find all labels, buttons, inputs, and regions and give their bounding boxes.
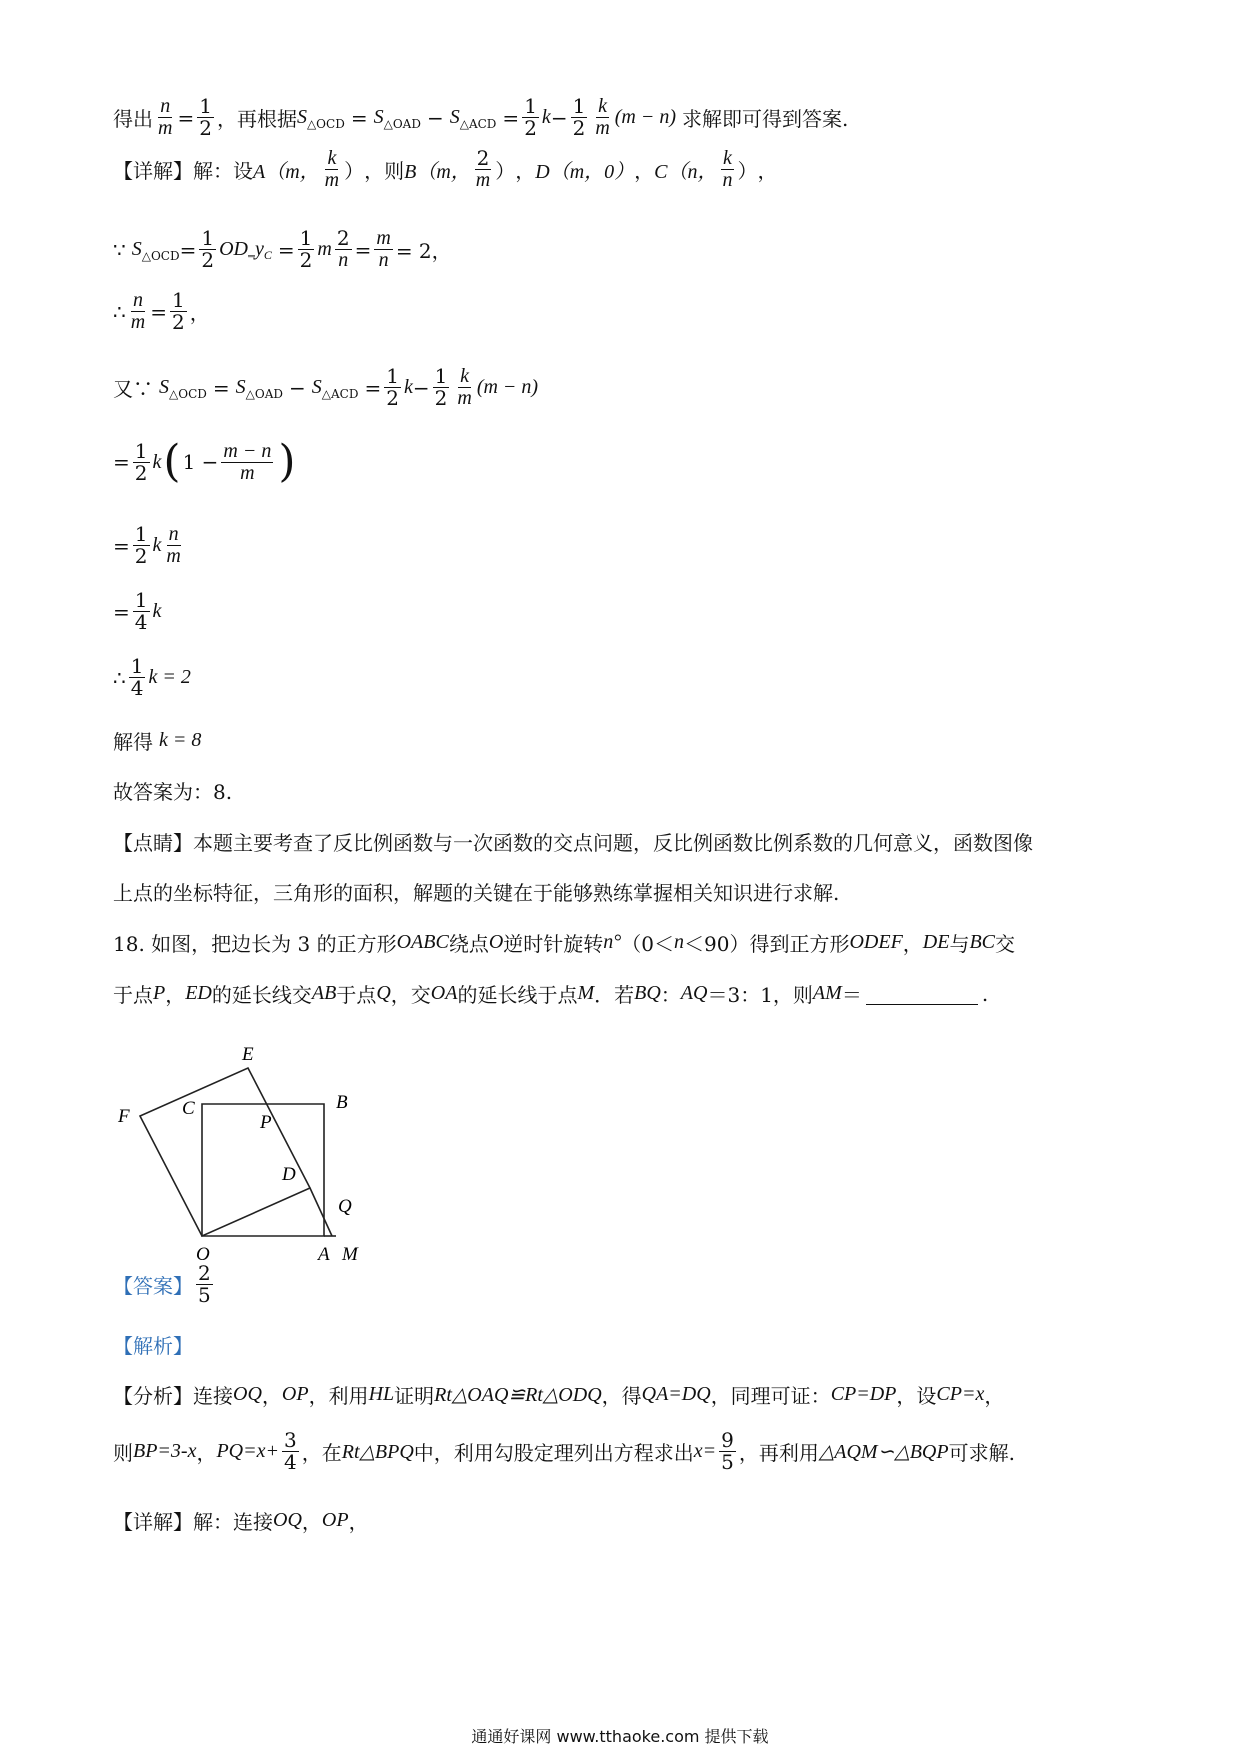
t: ，再利用 bbox=[738, 1441, 819, 1465]
t: ，在 bbox=[301, 1441, 342, 1465]
line-10 bbox=[113, 726, 201, 755]
num: 1 bbox=[134, 588, 148, 612]
num: 1 bbox=[130, 654, 144, 678]
num: m bbox=[376, 227, 391, 249]
den: m bbox=[166, 545, 181, 567]
highlight-label: 【点睛】 bbox=[113, 831, 193, 855]
t: ，同理可证： bbox=[710, 1384, 831, 1408]
num: 1 bbox=[434, 364, 448, 388]
m: Rt△OAQ≌Rt△ODQ bbox=[434, 1384, 602, 1406]
square-odef bbox=[140, 1068, 310, 1236]
den: 2 bbox=[386, 386, 399, 410]
line-7 bbox=[113, 524, 186, 567]
text: ， bbox=[634, 159, 655, 183]
num: 3 bbox=[284, 1428, 297, 1452]
q-math: BC bbox=[969, 931, 996, 953]
num: 1 bbox=[134, 438, 148, 463]
den: 2 bbox=[524, 116, 537, 140]
fraction-n-over-m bbox=[129, 290, 147, 333]
t: ， bbox=[301, 1510, 322, 1534]
m-minus-n: (m − n) bbox=[614, 106, 677, 128]
fraction-3-4 bbox=[282, 1430, 299, 1473]
t: ，得 bbox=[601, 1384, 642, 1408]
q-math: BQ bbox=[634, 982, 661, 1004]
close: ） bbox=[737, 159, 758, 183]
label-a: A bbox=[318, 1244, 330, 1260]
t: 则 bbox=[113, 1441, 133, 1465]
eq: = bbox=[354, 237, 372, 262]
t: 连接 bbox=[193, 1384, 233, 1408]
answer-text: 故答案为：8. bbox=[113, 780, 233, 804]
num: 1 bbox=[572, 94, 586, 118]
num: 1 bbox=[199, 94, 212, 118]
q-text: 于点 bbox=[113, 983, 153, 1007]
q-math: AM bbox=[812, 982, 842, 1004]
num: n bbox=[160, 95, 171, 117]
den: 2 bbox=[201, 248, 215, 272]
answer-fraction bbox=[196, 1263, 213, 1306]
line-6: = $\frac{1}{2}$ k ( 1 − $\frac{m - n}{m}$ ) bbox=[113, 436, 296, 487]
text: ， bbox=[515, 159, 536, 183]
k: k bbox=[152, 450, 162, 473]
num: n bbox=[168, 523, 179, 545]
den: 2 bbox=[299, 248, 313, 272]
fraction-half bbox=[522, 96, 539, 139]
k: k bbox=[541, 106, 551, 128]
line-5 bbox=[113, 366, 538, 409]
k-eq-8: k = 8 bbox=[159, 729, 202, 751]
den: 4 bbox=[284, 1450, 297, 1474]
s: S bbox=[373, 106, 384, 128]
q-text: 的延长线交 bbox=[211, 983, 312, 1007]
num: 2 bbox=[476, 146, 490, 170]
fraction-k-over-m bbox=[455, 366, 473, 409]
t: ，设 bbox=[896, 1384, 937, 1408]
eq: = bbox=[113, 450, 130, 474]
num: 1 bbox=[201, 226, 215, 250]
line-2 bbox=[113, 148, 777, 191]
label-f: F bbox=[118, 1106, 130, 1127]
line-13 bbox=[113, 877, 839, 906]
k-eq-2: k = 2 bbox=[148, 666, 191, 688]
q-math: M bbox=[577, 982, 595, 1004]
od: OD bbox=[219, 238, 248, 260]
again-because: 又∵ bbox=[113, 377, 153, 401]
den: 2 bbox=[171, 310, 185, 334]
extension-line bbox=[310, 1188, 332, 1236]
fraction-n-over-m bbox=[164, 524, 182, 567]
q-text: 与 bbox=[949, 932, 970, 956]
s: S bbox=[296, 106, 307, 128]
den: m bbox=[240, 461, 255, 484]
m: OQ bbox=[233, 1383, 262, 1405]
den: 5 bbox=[721, 1450, 734, 1474]
text-l1-end: 求解即可得到答案. bbox=[682, 107, 849, 131]
q-math: Q bbox=[376, 982, 391, 1004]
m: x= bbox=[693, 1440, 717, 1462]
s: S bbox=[159, 376, 169, 398]
m: OP bbox=[321, 1509, 349, 1531]
answer-label: 【答案】 bbox=[113, 1274, 193, 1298]
highlight-text-2: 上点的坐标特征，三角形的面积，解题的关键在于能够熟练掌握相关知识进行求解. bbox=[113, 881, 840, 905]
q-math: AB bbox=[311, 982, 337, 1004]
label-e: E bbox=[242, 1044, 254, 1065]
footer: 通通好课网 www.tthaoke.com 提供下载 bbox=[471, 1727, 769, 1746]
question-18-line-1 bbox=[113, 928, 1015, 957]
q-text: 的延长线于点 bbox=[457, 983, 578, 1007]
num: 2 bbox=[198, 1261, 211, 1285]
line-12 bbox=[113, 827, 1033, 856]
fenxi-line-2 bbox=[113, 1430, 1015, 1473]
den: 4 bbox=[134, 610, 148, 634]
fraction-2-over-m bbox=[474, 148, 492, 191]
den: 2 bbox=[434, 386, 448, 410]
one-minus: 1 − bbox=[182, 450, 219, 474]
num: k bbox=[598, 95, 607, 117]
q-text: （0＜ bbox=[621, 932, 675, 956]
comma: ， bbox=[189, 301, 210, 325]
fraction-k-over-n bbox=[720, 148, 734, 191]
num: 9 bbox=[721, 1428, 734, 1452]
num: k bbox=[460, 365, 470, 387]
label-b: B bbox=[336, 1092, 348, 1113]
label-q: Q bbox=[338, 1196, 352, 1217]
den: 2 bbox=[199, 116, 212, 140]
y: y bbox=[255, 238, 264, 260]
num: 1 bbox=[386, 364, 399, 388]
text-l1-prefix: 得出 bbox=[113, 107, 153, 131]
eq: = bbox=[212, 375, 230, 400]
q-text: ， bbox=[902, 932, 923, 956]
s: S bbox=[449, 106, 460, 128]
fraction-half bbox=[199, 228, 216, 271]
num: m − n bbox=[223, 439, 272, 462]
sub: C bbox=[263, 248, 272, 262]
minus: − bbox=[412, 375, 430, 400]
den: n bbox=[338, 249, 349, 271]
label-p: P bbox=[260, 1112, 272, 1133]
fraction-half bbox=[571, 96, 588, 139]
fraction-quarter bbox=[133, 590, 150, 633]
q-text: 于点 bbox=[336, 983, 377, 1007]
t: ，利用 bbox=[308, 1384, 369, 1408]
close: ） bbox=[495, 159, 516, 183]
m: CP=x bbox=[936, 1383, 985, 1405]
line-8 bbox=[113, 590, 161, 633]
q-math: ED bbox=[185, 982, 212, 1004]
num: 1 bbox=[299, 226, 313, 250]
label-c: C bbox=[182, 1098, 195, 1119]
m: m bbox=[317, 238, 332, 260]
m: OP bbox=[281, 1383, 309, 1405]
eq: = bbox=[150, 299, 167, 324]
fraction-half bbox=[197, 96, 214, 139]
point-b: B（m， bbox=[404, 161, 471, 183]
xiangjie-line bbox=[113, 1506, 369, 1535]
q-text: 18. 如图，把边长为 3 的正方形 bbox=[113, 932, 397, 956]
label-m: M bbox=[342, 1244, 358, 1260]
eq: = bbox=[350, 105, 368, 130]
q-text: ： bbox=[660, 983, 681, 1007]
close: ） bbox=[344, 159, 365, 183]
detail-label: 【详解】 bbox=[113, 1510, 193, 1534]
q-text: ．若 bbox=[594, 983, 635, 1007]
point-d: D（m，0） bbox=[535, 161, 635, 183]
q-text: 绕点 bbox=[448, 932, 489, 956]
text: ， bbox=[757, 159, 778, 183]
num: k bbox=[723, 147, 732, 169]
minus: − bbox=[550, 105, 568, 130]
den: 5 bbox=[198, 1283, 211, 1307]
fraction-2-over-n bbox=[335, 228, 352, 271]
den: 2 bbox=[572, 116, 586, 140]
q-text: ＜90）得到正方形 bbox=[684, 932, 850, 956]
line-3: ∵ S △OCD = $\frac{1}{2}$ OD ‗ y C = $\frac{1}{2}$ m $\frac{2}{n}$ = $\frac{m}{n}$ = 2， bbox=[113, 226, 452, 272]
minus: − bbox=[426, 105, 444, 130]
num: 1 bbox=[171, 288, 185, 312]
fraction-half bbox=[384, 366, 401, 409]
s: S bbox=[235, 376, 246, 398]
fenxi-line-1 bbox=[113, 1380, 1004, 1409]
t: ， bbox=[984, 1384, 1005, 1408]
line-4 bbox=[113, 290, 210, 333]
eq: = bbox=[177, 105, 195, 130]
sub: △OCD bbox=[141, 248, 180, 263]
m: △AQM∽△BQP bbox=[818, 1441, 949, 1463]
fraction-quarter bbox=[129, 656, 146, 699]
sub: △ACD bbox=[459, 116, 497, 131]
num: 2 bbox=[336, 226, 350, 250]
den: 2 bbox=[134, 544, 148, 568]
detail-label: 【详解】 bbox=[113, 159, 193, 183]
m-minus-n: (m − n) bbox=[476, 376, 539, 398]
den: m bbox=[457, 387, 472, 409]
den: m bbox=[130, 311, 146, 333]
fraction-half bbox=[298, 228, 315, 271]
t: ， bbox=[196, 1441, 217, 1465]
num: k bbox=[327, 147, 337, 169]
fraction-half bbox=[133, 524, 150, 567]
fraction-k-over-m bbox=[593, 96, 611, 139]
q-text: 逆时针旋转 bbox=[503, 932, 604, 956]
den: m bbox=[324, 169, 340, 191]
k: k bbox=[152, 534, 162, 556]
eq: = bbox=[277, 237, 295, 262]
num: 1 bbox=[524, 94, 537, 118]
t: 解：连接 bbox=[193, 1510, 273, 1534]
analysis-label: 【解析】 bbox=[113, 1334, 193, 1358]
sub: △OAD bbox=[383, 116, 421, 131]
s: S bbox=[131, 238, 142, 260]
den: n bbox=[722, 169, 733, 191]
m: QA=DQ bbox=[641, 1383, 711, 1405]
q-math: OABC bbox=[396, 931, 449, 953]
eq: = bbox=[113, 599, 130, 624]
line-1 bbox=[113, 96, 848, 139]
fraction-half bbox=[133, 438, 150, 485]
line-11 bbox=[113, 776, 232, 805]
t: ， bbox=[348, 1510, 369, 1534]
analysis-line bbox=[113, 1330, 193, 1359]
label-d: D bbox=[282, 1164, 296, 1185]
q-math: DE bbox=[922, 931, 950, 953]
highlight-text: 本题主要考查了反比例函数与一次函数的交点问题，反比例函数比例系数的几何意义，函数图像 bbox=[193, 831, 1033, 855]
q-math: P bbox=[153, 982, 166, 1004]
text-l1-mid: ，再根据 bbox=[216, 107, 297, 131]
m: Rt△BPQ bbox=[341, 1441, 414, 1463]
s: S bbox=[311, 376, 322, 398]
fraction-half bbox=[433, 366, 450, 409]
fraction-k-over-m bbox=[323, 148, 341, 191]
text: ，则 bbox=[364, 159, 405, 183]
line-9 bbox=[113, 656, 191, 699]
k: k bbox=[152, 600, 162, 622]
fraction-9-5 bbox=[719, 1430, 736, 1473]
q-math: n bbox=[674, 931, 685, 953]
den: m bbox=[595, 117, 610, 139]
answer-blank bbox=[866, 982, 978, 1005]
question-18-line-2: 于点 P ， ED 的延长线交 AB 于点 Q ，交 OA 的延长线于点 M ．若 BQ ： AQ ＝3：1，则 AM ＝ . bbox=[113, 979, 988, 1008]
m: OQ bbox=[273, 1509, 302, 1531]
t: 证明 bbox=[394, 1384, 435, 1408]
t: 可求解. bbox=[948, 1441, 1015, 1465]
eq: = bbox=[502, 105, 520, 130]
den: n bbox=[378, 249, 389, 271]
fraction-mn-over-m bbox=[221, 441, 273, 484]
q-text: ＝ bbox=[841, 983, 862, 1007]
k: k bbox=[403, 376, 413, 398]
q-text: 交 bbox=[995, 932, 1016, 956]
q-math: ODEF bbox=[849, 931, 903, 953]
therefore: ∴ bbox=[113, 665, 126, 690]
text: 解：设 bbox=[193, 159, 253, 183]
m: CP=DP bbox=[830, 1383, 897, 1405]
t: ， bbox=[261, 1384, 282, 1408]
eq: = bbox=[179, 237, 197, 262]
fraction-n-over-m bbox=[156, 96, 174, 139]
den: m bbox=[475, 169, 491, 191]
because: ∵ bbox=[113, 237, 126, 262]
num: 1 bbox=[134, 522, 148, 546]
q-math: AQ bbox=[680, 982, 708, 1004]
eq-2: = 2， bbox=[395, 239, 452, 263]
point-c: C（n， bbox=[654, 161, 718, 183]
answer-line bbox=[113, 1263, 216, 1306]
t: 中，利用勾股定理列出方程求出 bbox=[413, 1441, 694, 1465]
q-text: ，交 bbox=[390, 983, 431, 1007]
solve-text: 解得 bbox=[113, 730, 153, 754]
q-text: ＝3：1，则 bbox=[707, 983, 813, 1007]
sub: △OCD bbox=[169, 386, 207, 401]
minus: − bbox=[289, 375, 306, 400]
point-a: A（m， bbox=[253, 161, 320, 183]
den: 4 bbox=[130, 676, 144, 700]
sub: △OAD bbox=[245, 386, 283, 401]
fenxi-label: 【分析】 bbox=[113, 1384, 193, 1408]
geometry-figure bbox=[110, 1020, 390, 1260]
m: PQ=x+ bbox=[216, 1440, 279, 1462]
m: BP=3-x bbox=[133, 1440, 197, 1462]
q-text: ， bbox=[165, 983, 186, 1007]
label-o: O bbox=[196, 1244, 210, 1260]
eq: = bbox=[113, 533, 130, 558]
fraction-half bbox=[170, 290, 187, 333]
sub: △OCD bbox=[306, 116, 345, 131]
q-math: n° bbox=[603, 931, 622, 953]
eq: = bbox=[364, 375, 382, 400]
therefore: ∴ bbox=[113, 299, 126, 324]
den: m bbox=[158, 117, 173, 139]
fraction-m-over-n bbox=[374, 228, 392, 271]
den: 2 bbox=[134, 460, 148, 485]
q-math: O bbox=[488, 931, 504, 953]
num: n bbox=[132, 289, 143, 311]
m: HL bbox=[368, 1383, 395, 1405]
q-math: OA bbox=[430, 982, 458, 1004]
sub: △ACD bbox=[321, 386, 359, 401]
